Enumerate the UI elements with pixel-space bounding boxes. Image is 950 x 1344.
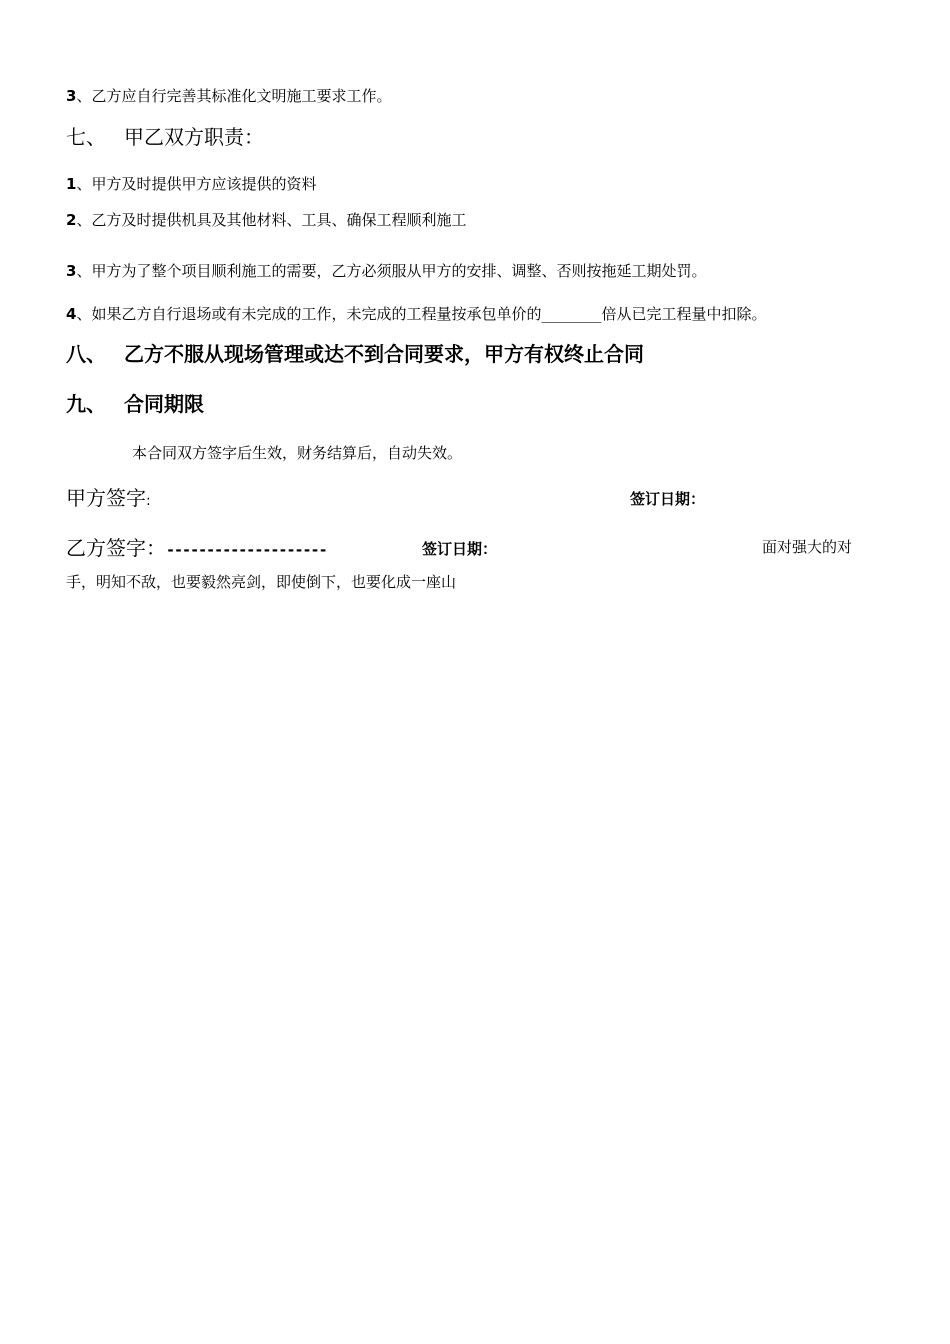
party-a-date-label: 签订日期：: [630, 490, 706, 508]
contract-term-text: 本合同双方签字后生效，财务结算后，自动失效。: [132, 444, 463, 462]
section-9-heading: [66, 391, 204, 417]
tail-text-line-2: 手，明知不敌，也要毅然亮剑，即使倒下，也要化成一座山: [66, 573, 457, 591]
duty-item: [66, 210, 466, 230]
duty-number: 2: [66, 211, 77, 229]
clause-text: 、乙方应自行完善其标准化文明施工要求工作。: [76, 87, 392, 105]
duty-item: [66, 261, 706, 281]
section-title: 合同期限: [124, 392, 204, 416]
section-title: 甲乙双方职责：: [124, 125, 264, 149]
section-number: 八、: [66, 342, 106, 366]
party-a-signature: [66, 482, 151, 511]
party-b-date-label: 签订日期：: [422, 540, 498, 558]
duty-number: 1: [66, 175, 77, 193]
party-b-label: 乙方签字：: [66, 536, 166, 560]
duty-item: [66, 304, 766, 324]
duty-number: 4: [66, 305, 77, 323]
section-number: 七、: [66, 125, 106, 149]
party-a-label: 甲方签字: [66, 486, 146, 510]
section-7-heading: [66, 124, 264, 150]
clause-number: 3: [66, 87, 77, 105]
duty-text: 、如果乙方自行退场或有未完成的工作，未完成的工程量按承包单价的________倍从已完工程量中扣除。: [76, 305, 767, 323]
clause-3-standardization: [66, 86, 391, 106]
section-8-heading: [66, 341, 644, 367]
duty-number: 3: [66, 262, 77, 280]
section-number: 九、: [66, 392, 106, 416]
duty-text: 、甲方为了整个项目顺利施工的需要，乙方必须服从甲方的安排、调整、否则按拖延工期处罚。: [76, 262, 707, 280]
tail-text-line-1: 面对强大的对: [762, 538, 853, 556]
duty-text: 、甲方及时提供甲方应该提供的资料: [76, 175, 317, 193]
party-a-colon: :: [146, 493, 151, 509]
duty-text: 、乙方及时提供机具及其他材料、工具、确保工程顺利施工: [76, 211, 467, 229]
party-b-signature: [66, 532, 327, 561]
duty-item: [66, 174, 316, 194]
section-title: 乙方不服从现场管理或达不到合同要求，甲方有权终止合同: [124, 342, 644, 366]
party-b-signature-line: --------------------: [166, 541, 327, 559]
